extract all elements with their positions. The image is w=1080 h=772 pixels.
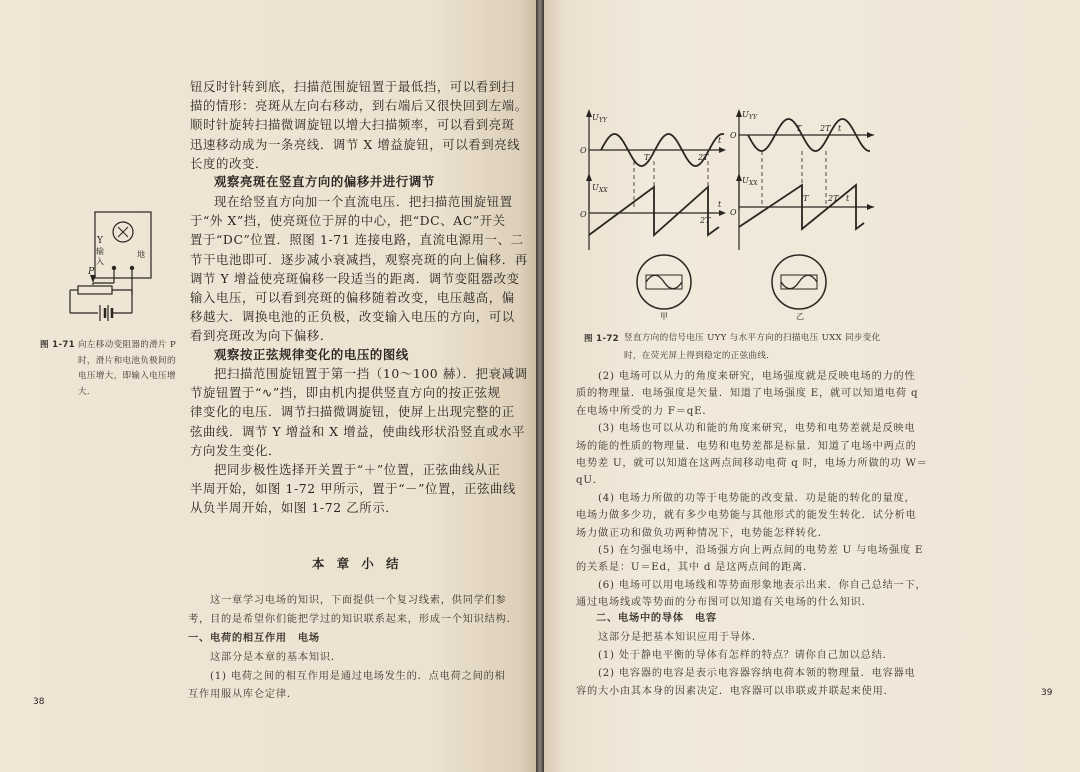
text-line: 场的能的性质的物理量．电势和电势差都是标量．知道了电场中两点的 xyxy=(576,440,917,452)
left-page xyxy=(0,0,536,772)
chapter-summary-title: 本 章 小 结 xyxy=(312,556,403,571)
text-line: 于“外 X”挡，使亮斑位于屏的中心，把“DC、AC”开关 xyxy=(190,213,506,229)
text-line: 从负半周开始，如图 1-72 乙所示． xyxy=(190,500,399,516)
fig-72-caption-number: 图 1-72 xyxy=(584,334,619,344)
text-line: 考，目的是希望你们能把学过的知识联系起来，形成一个知识结构． xyxy=(188,613,518,625)
uyy-axis-sub-jia: YY xyxy=(599,117,607,124)
2t-label-yi-2: 2T xyxy=(828,194,839,203)
origin-label-jia-2: O xyxy=(580,210,587,219)
text-line: 看到亮斑改为向下偏移． xyxy=(190,328,333,344)
figure-label-jia: 甲 xyxy=(660,312,668,321)
terminal-ground-label: 地 xyxy=(137,250,145,259)
uyy-axis-label-jia: U xyxy=(592,113,599,122)
text-line: 弦曲线．调节 Y 增益和 X 增益，使曲线形状沿竖直或水平 xyxy=(190,423,526,439)
text-line: 互作用服从库仑定律． xyxy=(188,689,298,700)
figure-label-yi: 乙 xyxy=(796,312,804,321)
text-line: (6) 电场可以用电场线和等势面形象地表示出来．你自己总结一下， xyxy=(598,579,927,591)
text-line: (5) 在匀强电场中，沿场强方向上两点间的电势差 U 与电场强度 E xyxy=(598,545,924,556)
t-axis-label-jia-1: t xyxy=(718,136,722,145)
text-line: 这部分是把基本知识应用于导体． xyxy=(598,632,763,643)
t-label-yi-1: T xyxy=(796,124,802,133)
text-line: 质的物理量．电场强度是矢量．知道了电场强度 E，就可以知道电荷 q xyxy=(576,388,919,400)
summary-heading-1: 一、电荷的相互作用 电场 xyxy=(188,633,320,644)
text-line: 钮反时针转到底，扫描范围旋钮置于最低挡，可以看到扫 xyxy=(190,79,515,94)
text-line: 顺时针旋转扫描微调旋钮以增大扫描频率，可以看到亮斑 xyxy=(190,117,515,133)
fig-71-caption-number: 图 1-71 xyxy=(40,340,75,350)
uxx-axis-label-yi: U xyxy=(742,176,749,185)
t-axis-label-jia-2: t xyxy=(718,200,722,209)
uyy-axis-label-yi: U xyxy=(742,110,749,119)
text-line: (2) 电容器的电容是表示电容器容纳电荷本领的物理量．电容器电 xyxy=(598,668,916,679)
2t-label-jia-1: 2T xyxy=(698,153,709,162)
text-line: qU． xyxy=(576,475,604,487)
uyy-axis-sub-yi: YY xyxy=(749,114,757,121)
text-line: 大． xyxy=(78,386,96,397)
text-line: (1) 电荷之间的相互作用是通过电场发生的．点电荷之间的相 xyxy=(210,670,506,682)
text-line: 这一章学习电场的知识，下面提供一个复习线索，供同学们参 xyxy=(210,595,507,606)
text-line: (3) 电场也可以从功和能的角度来研究，电势和电势差就是反映电 xyxy=(598,423,916,435)
2t-label-yi-1: 2T xyxy=(820,124,831,133)
text-line: 迅速移动成为一条亮线．调节 X 增益旋钮，可以看到亮线 xyxy=(190,136,521,152)
figure-1-71-circuit xyxy=(60,205,195,325)
terminal-y-label: Y xyxy=(97,236,103,246)
text-line: 半周开始，如图 1-72 甲所示，置于“－”位置，正弦曲线 xyxy=(190,481,516,497)
fig-72-caption-2: 时，在荧光屏上得到稳定的正弦曲线． xyxy=(624,351,776,361)
text-line: 时，滑片和电池负极间的 xyxy=(78,355,176,366)
text-line: 节旋钮置于“∿”挡，即由机内提供竖直方向的按正弦规 xyxy=(190,385,501,401)
right-page xyxy=(544,0,1080,772)
uxx-axis-sub-jia: XX xyxy=(599,187,608,194)
text-line: 在电场中所受的力 F＝qE． xyxy=(576,405,714,417)
terminal-input-label-2: 入 xyxy=(96,257,104,266)
text-line: 容的大小由其本身的因素决定．电容器可以串联或并联起来使用． xyxy=(576,686,895,697)
text-line: 通过电场线或等势面的分布图可以知道有关电场的什么知识． xyxy=(576,597,873,609)
text-line: (4) 电场力所做的功等于电势能的改变量．功是能的转化的量度， xyxy=(598,492,916,504)
text-line: 置于“DC”位置．照图 1-71 连接电路，直流电源用一、二 xyxy=(190,232,524,248)
heading-observe-sine-voltage: 观察按正弦规律变化的电压的图线 xyxy=(214,347,409,362)
text-line: (2) 电场可以从力的角度来研究，电场强度就是反映电场的力的性 xyxy=(598,371,916,382)
text-line: 描的情形：亮斑从左向右移动，到右端后又很快回到左端。 xyxy=(190,98,528,114)
text-line: 长度的改变． xyxy=(190,155,268,171)
text-line: 电压增大，即输入电压增 xyxy=(78,371,176,381)
text-line: 律变化的电压．调节扫描微调旋钮，使屏上出现完整的正 xyxy=(190,404,515,420)
uxx-axis-label-jia: U xyxy=(592,183,599,192)
summary-heading-2: 二、电场中的导体 电容 xyxy=(596,613,717,624)
text-line: 调节 Y 增益使亮斑偏移一段适当的距离．调节变阻器改变 xyxy=(190,270,520,286)
resistor-slider-label: P xyxy=(88,267,95,277)
t-label-yi-2: T xyxy=(803,194,809,203)
origin-label-jia-1: O xyxy=(580,146,587,155)
origin-label-yi-1: O xyxy=(730,131,737,140)
heading-observe-vertical-offset: 观察亮斑在竖直方向的偏移并进行调节 xyxy=(214,174,435,189)
text-line: 把同步极性选择开关置于“＋”位置，正弦曲线从正 xyxy=(214,462,501,477)
text-line: 现在给竖直方向加一个直流电压．把扫描范围旋钮置 xyxy=(214,194,513,209)
text-line: 把扫描范围旋钮置于第一挡（10～100 赫）．把衰减调 xyxy=(214,366,528,381)
text-line: 的关系是：U＝Ed，其中 d 是这两点间的距离． xyxy=(576,562,815,574)
text-line: 方向发生变化． xyxy=(190,442,281,458)
uxx-axis-sub-yi: XX xyxy=(749,180,758,187)
terminal-input-label-1: 输 xyxy=(96,247,104,256)
figure-1-72-graphs xyxy=(574,95,874,321)
text-line: 这部分是本章的基本知识． xyxy=(210,652,342,663)
text-line: 电场力做多少功，就有多少电势能与其他形式的能发生转化．试分析电 xyxy=(576,510,917,522)
fig-72-caption-1: 竖直方向的信号电压 UYY 与水平方向的扫描电压 UXX 同步变化 xyxy=(624,333,881,343)
text-line: 移越大．调换电池的正负极，改变输入电压的方向，可以 xyxy=(190,309,515,325)
origin-label-yi-2: O xyxy=(730,208,737,217)
text-line: 场力做正功和做负功两种情况下，电势能怎样转化． xyxy=(576,527,829,539)
2t-label-jia-2: 2T xyxy=(700,216,711,225)
page-number-left: 38 xyxy=(33,697,45,707)
text-line: 节干电池即可．逐步减小衰减挡，观察亮斑的向上偏移．再 xyxy=(190,251,528,267)
t-label-jia-1: T xyxy=(644,153,650,162)
text-line: 电势差 U，就可以知道在这两点间移动电荷 q 时，电场力所做的功 W＝ xyxy=(576,458,928,469)
text-line: 向左移动变阻器的滑片 P xyxy=(78,340,177,350)
book-gutter xyxy=(536,0,544,772)
t-axis-label-yi-2: t xyxy=(846,194,850,203)
page-number-right: 39 xyxy=(1041,688,1053,698)
t-axis-label-yi-1: t xyxy=(838,124,842,133)
text-line: (1) 处于静电平衡的导体有怎样的特点？请你自己加以总结． xyxy=(598,650,894,661)
text-line: 输入电压，可以看到亮斑的偏移随着改变，电压越高，偏 xyxy=(190,290,515,305)
